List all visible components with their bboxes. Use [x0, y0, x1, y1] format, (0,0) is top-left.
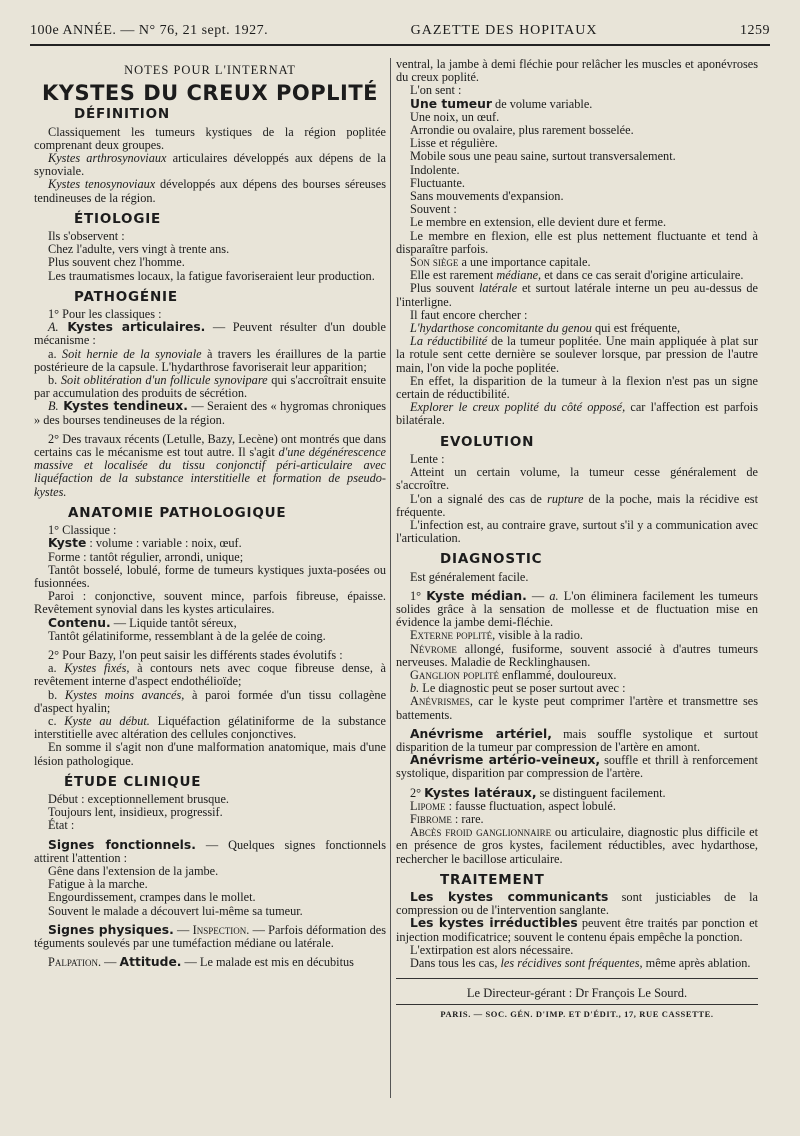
paragraph: 1° Kyste médian. — a. L'on éliminera facilement les tumeurs solides grâce à la sensation de mollesse et de fluctuation mise en évidence la jambe demi-fléchie.: [396, 588, 758, 630]
paragraph: Souvent le malade a découvert lui-même sa tumeur.: [48, 903, 303, 918]
article-title: KYSTES DU CREUX POPLITÉ: [42, 81, 378, 106]
heading-pathogenie: PATHOGÉNIE: [74, 288, 178, 305]
paragraph: Les traumatismes locaux, la fatigue favoriseraient leur production.: [48, 268, 375, 283]
right-column: [396, 58, 758, 1022]
left-column: [34, 58, 386, 969]
paragraph: Dans tous les cas, les récidives sont fréquentes, même après ablation.: [410, 956, 751, 970]
paragraph: Lente :: [410, 451, 445, 466]
column-divider: [390, 58, 391, 1098]
footer-rule: [396, 978, 758, 979]
paragraph: Plus souvent latérale et surtout latérale interne un peu au-dessus de l'interligne.: [396, 281, 759, 309]
paragraph: En effet, la disparition de la tumeur à la flexion n'est pas un signe certain de réductibilité.: [396, 373, 758, 402]
heading-definition: DÉFINITION: [74, 106, 171, 123]
paragraph: Ganglion poplité enflammé, douloureux.: [410, 667, 617, 682]
paragraph: L'hydarthose concomitante du genou qui est fréquente,: [410, 321, 681, 336]
paragraph: L'infection est, au contraire grave, surtout s'il y a communication avec l'articulation.: [396, 517, 758, 546]
paragraph: Paroi : conjonctive, souvent mince, parfois fibreuse, épaisse. Revêtement synovial dans les kystes articulaires.: [34, 589, 386, 617]
paragraph: Kyste : volume : variable : noix, œuf.: [48, 536, 242, 551]
issue-line: 100e ANNÉE. — N° 76, 21 sept. 1927.: [30, 23, 269, 38]
paragraph: 1° Pour les classiques :: [48, 307, 162, 322]
paragraph: Indolente.: [410, 162, 460, 177]
paragraph: Kystes tenosynoviaux développés aux dépens des bourses séreuses tendineuses de la région.: [34, 177, 386, 205]
paragraph: L'on sent :: [410, 83, 462, 98]
paragraph: Gêne dans l'extension de la jambe.: [48, 863, 219, 878]
page-number: 1259: [740, 23, 770, 38]
paragraph: Signes fonctionnels. — Quelques signes fonctionnels attirent l'attention :: [34, 837, 386, 865]
paragraph: Souvent :: [410, 202, 457, 217]
paragraph: 2° Pour Bazy, l'on peut saisir les différents stades évolutifs :: [48, 647, 343, 662]
paragraph: Abcès froid ganglionnaire ou articulaire, diagnostic plus difficile et en présence de gros kystes, facilement réductibles, avec hydarthose, rechercher le bacillose articulaire.: [396, 825, 758, 866]
paragraph: Une noix, un œuf.: [410, 109, 500, 124]
paragraph: Ils s'observent :: [48, 229, 125, 244]
paragraph: Tantôt bosselé, lobulé, forme de tumeurs kystiques juxta-posées ou fusionnées.: [34, 562, 386, 590]
footer-rule: [396, 1004, 758, 1005]
paragraph: A. Kystes articulaires. — Peuvent résulter d'un double mécanisme :: [34, 320, 386, 348]
director-line: Le Directeur-gérant : Dr François Le Sourd.: [466, 986, 688, 1001]
paragraph: Externe poplité, visible à la radio.: [410, 628, 583, 643]
paragraph: ventral, la jambe à demi fléchie pour relâcher les muscles et aponévroses du creux poplité.: [396, 57, 758, 85]
paragraph: La réductibilité de la tumeur poplitée. Une main appliquée à plat sur la rotule sent cette dernière se soulever lorsque, par pression de l'autre main, l'on vide la poche poplitée.: [396, 334, 758, 375]
paragraph: Fluctuante.: [410, 175, 465, 190]
paragraph: B. Kystes tendineux. — Seraient des « hygromas chroniques » des bourses tendineuses de la région.: [34, 399, 386, 427]
paragraph: Une tumeur de volume variable.: [410, 96, 593, 111]
heading-traitement: TRAITEMENT: [440, 871, 545, 888]
paragraph: b. Kystes moins avancés, à paroi formée d'un tissu collagène d'aspect hyalin;: [34, 687, 387, 715]
paragraph: Le membre en extension, elle devient dure et ferme.: [410, 215, 667, 230]
paragraph: Elle est rarement médiane, et dans ce cas serait d'origine articulaire.: [410, 268, 744, 283]
paragraph: Explorer le creux poplité du côté opposé, car l'affection est parfois bilatérale.: [396, 400, 758, 428]
paragraph: b. Le diagnostic peut se poser surtout avec :: [410, 681, 626, 696]
journal-title: GAZETTE DES HOPITAUX: [410, 23, 598, 38]
paragraph: 1° Classique :: [48, 523, 117, 538]
paragraph: b. Soit oblitération d'un follicule synovipare qui s'accroîtrait ensuite par accumulation des produits de sécrétion.: [34, 373, 386, 401]
paragraph: En somme il s'agit non d'une malformation anatomique, mais d'une lésion pathologique.: [34, 740, 386, 768]
paragraph: Palpation. — Attitude. — Le malade est mis en décubitus: [48, 955, 354, 970]
printer-imprint: PARIS. — SOC. GÉN. D'IMP. ET D'ÉDIT., 17, RUE CASSETTE.: [440, 1009, 714, 1020]
paragraph: État :: [48, 818, 75, 833]
paragraph: 2° Kystes latéraux, se distinguent facilement.: [410, 785, 666, 800]
paragraph: Atteint un certain volume, la tumeur cesse généralement de s'accroître.: [396, 465, 758, 493]
paragraph: Névrome allongé, fusiforme, souvent associé à d'autres tumeurs nerveuses. Maladie de Recklinghausen.: [396, 641, 758, 669]
paragraph: Est généralement facile.: [410, 569, 529, 584]
paragraph: Anévrisme artério-veineux, souffle et thrill à renforcement systolique, disparition par compression de l'artère.: [396, 753, 758, 781]
paragraph: Fibrome : rare.: [410, 811, 484, 826]
heading-clinique: ÉTUDE CLINIQUE: [64, 773, 202, 790]
heading-diagnostic: DIAGNOSTIC: [440, 551, 543, 568]
paragraph: Lipome : fausse fluctuation, aspect lobulé.: [410, 798, 616, 813]
paragraph: Arrondie ou ovalaire, plus rarement bosselée.: [410, 123, 634, 138]
paragraph: Mobile sous une peau saine, surtout transversalement.: [410, 149, 676, 164]
paragraph: Début : exceptionnellement brusque.: [48, 791, 229, 806]
heading-etiologie: ÉTIOLOGIE: [74, 210, 162, 227]
paragraph: Engourdissement, crampes dans le mollet.: [48, 890, 256, 905]
paragraph: Chez l'adulte, vers vingt à trente ans.: [48, 242, 230, 257]
paragraph: Les kystes irréductibles peuvent être traités par ponction et injection modificatrice; souvent le contenu épais empêche la ponction.: [396, 916, 758, 944]
paragraph: Sans mouvements d'expansion.: [410, 189, 564, 204]
paragraph: Signes physiques. — Inspection. — Parfois déformation des téguments soulevés par une tuméfaction médiane ou latérale.: [34, 922, 386, 950]
heading-anatomie: ANATOMIE PATHOLOGIQUE: [68, 504, 287, 521]
paragraph: Anévrisme artériel, mais souffle systolique et surtout disparition de la tumeur par compression de l'artère en amont.: [396, 726, 758, 754]
section-kicker: NOTES POUR L'INTERNAT: [124, 63, 296, 77]
paragraph: Forme : tantôt régulier, arrondi, unique;: [48, 549, 244, 564]
paragraph: L'extirpation est alors nécessaire.: [410, 942, 574, 957]
paragraph: Il faut encore chercher :: [410, 307, 528, 322]
paragraph: Les kystes communicants sont justiciables de la compression ou de l'intervention sanglante.: [396, 889, 759, 918]
paragraph: a. Soit hernie de la synoviale à travers les éraillures de la partie postérieure de la capsule. L'hydarthrose favoriserait leur apparition;: [34, 346, 386, 374]
paragraph: Tantôt gélatiniforme, ressemblant à de la gelée de coing.: [48, 628, 326, 643]
paragraph: a. Kystes fixés, à contours nets avec coque fibreuse dense, à revêtement interne d'aspect endothélioïde;: [34, 661, 386, 689]
paragraph: c. Kyste au début. Liquéfaction gélatiniforme de la substance interstitielle avec altération des cellules conjonctives.: [34, 713, 386, 742]
paragraph: Toujours lent, insidieux, progressif.: [48, 805, 223, 820]
paragraph: Le membre en flexion, elle est plus nettement fluctuante et tend à disparaître parfois.: [396, 228, 758, 256]
paragraph: 2° Des travaux récents (Letulle, Bazy, Lecène) ont montrés que dans certains cas le mécanisme est tout autre. Il s'agit d'une dégénérescence massive et localisée du tissu conjonctif péri-articulaire avec liquéfaction de la substance interstitielle et formation de pseudo-kystes.: [34, 431, 386, 499]
paragraph: Kystes arthrosynoviaux articulaires développés aux dépens de la synoviale.: [34, 151, 386, 179]
paragraph: Son siège a une importance capitale.: [410, 255, 591, 270]
paragraph: Classiquement les tumeurs kystiques de la région poplitée comprenant deux groupes.: [34, 124, 386, 152]
page-header: [30, 18, 770, 46]
paragraph: L'on a signalé des cas de rupture de la poche, mais la récidive est fréquente.: [396, 491, 758, 519]
paragraph: Contenu. — Liquide tantôt séreux,: [48, 615, 237, 630]
paragraph: Fatigue à la marche.: [48, 877, 148, 892]
heading-evolution: EVOLUTION: [440, 433, 535, 450]
paragraph: Plus souvent chez l'homme.: [48, 255, 185, 270]
paragraph: Anévrismes, car le kyste peut comprimer l'artère et transmettre ses battements.: [396, 694, 758, 722]
paragraph: Lisse et régulière.: [410, 136, 498, 151]
